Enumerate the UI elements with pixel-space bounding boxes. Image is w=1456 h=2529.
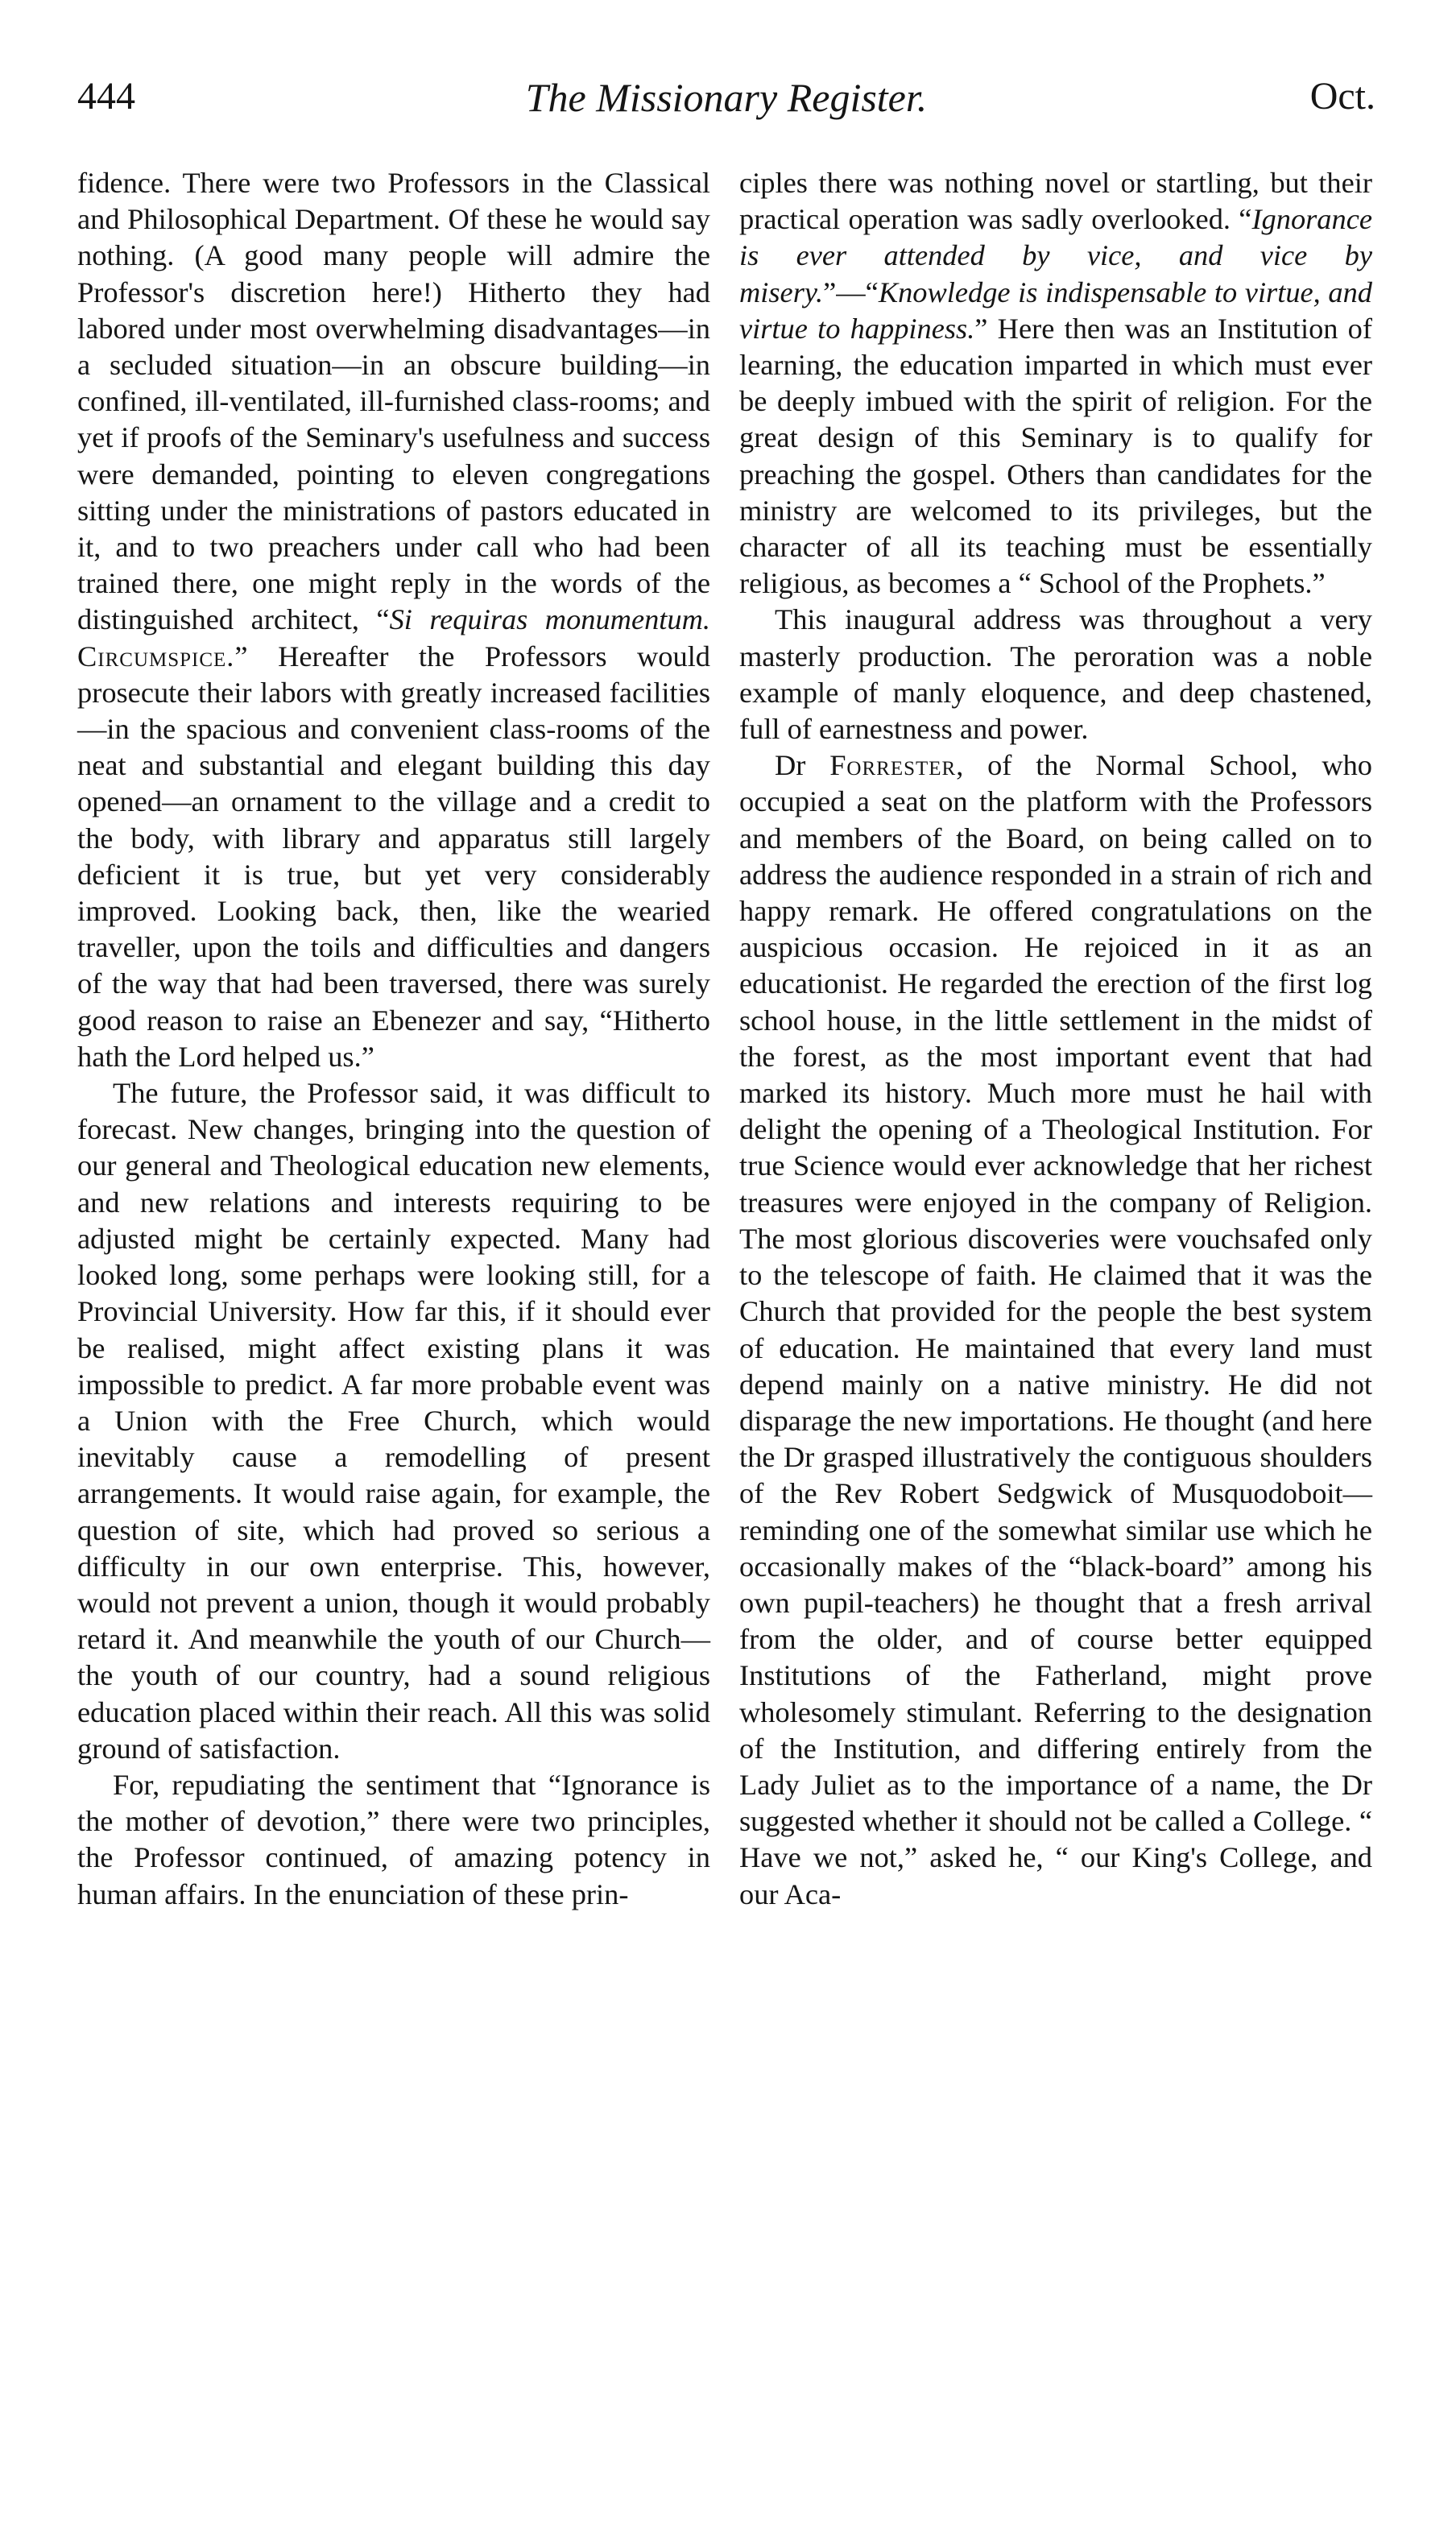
paragraph: The future, the Professor said, it was difficult to forecast. New changes, bringing into the question of our general and Theological education new elements, and new relations and interests requiring to be adjusted might be certainly expected. Many had looked long, some perhaps were looking still, for a Provincial University. How far this, if it should ever be realised, might affect existing plans it was impossible to predict. A far more probable event was a Union with the Free Church, which would inevitably cause a remodelling of present arrangements. It would raise again, for example, the question of site, which had proved so serious a difficulty in our own enterprise. This, however, would not prevent a union, though it would probably retard it. And meanwhile the youth of our Church—the youth of our country, had a sound religious education placed within their reach. All this was solid ground of satisfaction. (77, 1077, 710, 1765)
italic-quote: Knowledge is indispensable to virtue, and virtue to happiness. (739, 275, 1372, 345)
page-number: 444 (77, 75, 135, 118)
small-caps-word: Circumspice. (77, 639, 235, 673)
paragraph: For, repudiating the sentiment that “Ignorance is the mother of devotion,” there were two principles, the Professor continued, of amazing potency in human affairs. In the enunciation of these prin- (77, 1768, 710, 1910)
italic-quote: Ignorance is ever attended by vice, and vice by misery. (739, 203, 1372, 308)
latin-quote: Si requiras monumentum. (389, 603, 710, 636)
left-column (77, 165, 710, 1913)
paragraph-text: , of the Normal School, who occupied a seat on the platform with the Professors and members of the Board, on being called on to address the audience responded in a strain of rich and happy remark. He offered congratulations on the auspicious occasion. He rejoiced in it as an educationist. He regarded the erection of the first log school house, in the little settlement in the midst of the forest, as the most important event that had marked its history. Much more must he hail with delight the opening of a Theological Institution. For true Science would ever acknowledge that her richest treasures were enjoyed in the company of Religion. The most glorious discoveries were vouchsafed only to the telescope of faith. He claimed that it was the Church that provided for the people the best system of education. He maintained that every land must depend mainly on a native ministry. He did not disparage the new importations. He thought (and here the Dr grasped illustratively the contiguous shoulders of the Rev Robert Sedgwick of Musquodoboit—reminding one of the somewhat similar use which he occasionally makes of the “black-board” among his own pupil-teachers) he thought that a fresh arrival from the older, and of course better equipped Institutions of the Fatherland, might prove wholesomely stimulant. Referring to the designation of the Institution, and differing entirely from the Lady Juliet as to the importance of a name, the Dr suggested whether it should not be called a College. “ Have we not,” asked he, “ our King's College, and our Aca- (739, 749, 1373, 1910)
right-column (739, 165, 1372, 1913)
paragraph (739, 747, 1372, 1913)
header-month: Oct. (1309, 75, 1375, 118)
speaker-name: Forrester (829, 749, 957, 782)
paragraph (77, 165, 710, 1075)
paragraph (739, 165, 1372, 602)
paragraph-text: fidence. There were two Professors in the Classical and Philosophical Department. Of these he would say nothing. (A good many people will admire the Professor's discretion here!) Hitherto they had labored under most overwhelming disadvantages—in a secluded situation—in an obscure building—in confined, ill-ventilated, ill-furnished class-rooms; and yet if proofs of the Seminary's usefulness and success were demanded, pointing to eleven congregations sitting under the ministrations of pastors educated in it, and to two preachers under call who had been trained there, one might reply in the words of the distinguished architect, “ (77, 167, 710, 636)
running-title: The Missionary Register. (525, 75, 928, 120)
paragraph-text: Dr (775, 749, 830, 782)
paragraph: This inaugural address was throughout a very masterly production. The peroration was a noble example of manly eloquence, and deep chastened, full of earnestness and power. (739, 603, 1372, 746)
paragraph-text: ” Hereafter the Professors would prosecute their labors with greatly increased facilities—in the spacious and convenient class-rooms of the neat and substantial and elegant building this day opened—an ornament to the village and a credit to the body, with library and apparatus still largely deficient it is true, but yet very considerably improved. Looking back, then, like the wearied traveller, upon the toils and difficulties and dangers of the way that had been traversed, there was surely good reason to raise an Ebenezer and say, “Hitherto hath the Lord helped us.” (77, 639, 710, 1073)
paragraph-text: ”—“ (823, 275, 879, 308)
paragraph-text: ciples there was nothing novel or startling, but their practical operation was sadly overlooked. “ (739, 167, 1372, 236)
page-header (77, 74, 1375, 139)
paragraph-text: ” Here then was an Institution of learning, the education imparted in which must ever be deeply imbued with the spirit of religion. For the great design of this Seminary is to qualify for preaching the gospel. Others than candidates for the ministry are welcomed to its privileges, but the character of all its teaching must be essentially religious, as becomes a “ School of the Prophets.” (739, 312, 1372, 600)
